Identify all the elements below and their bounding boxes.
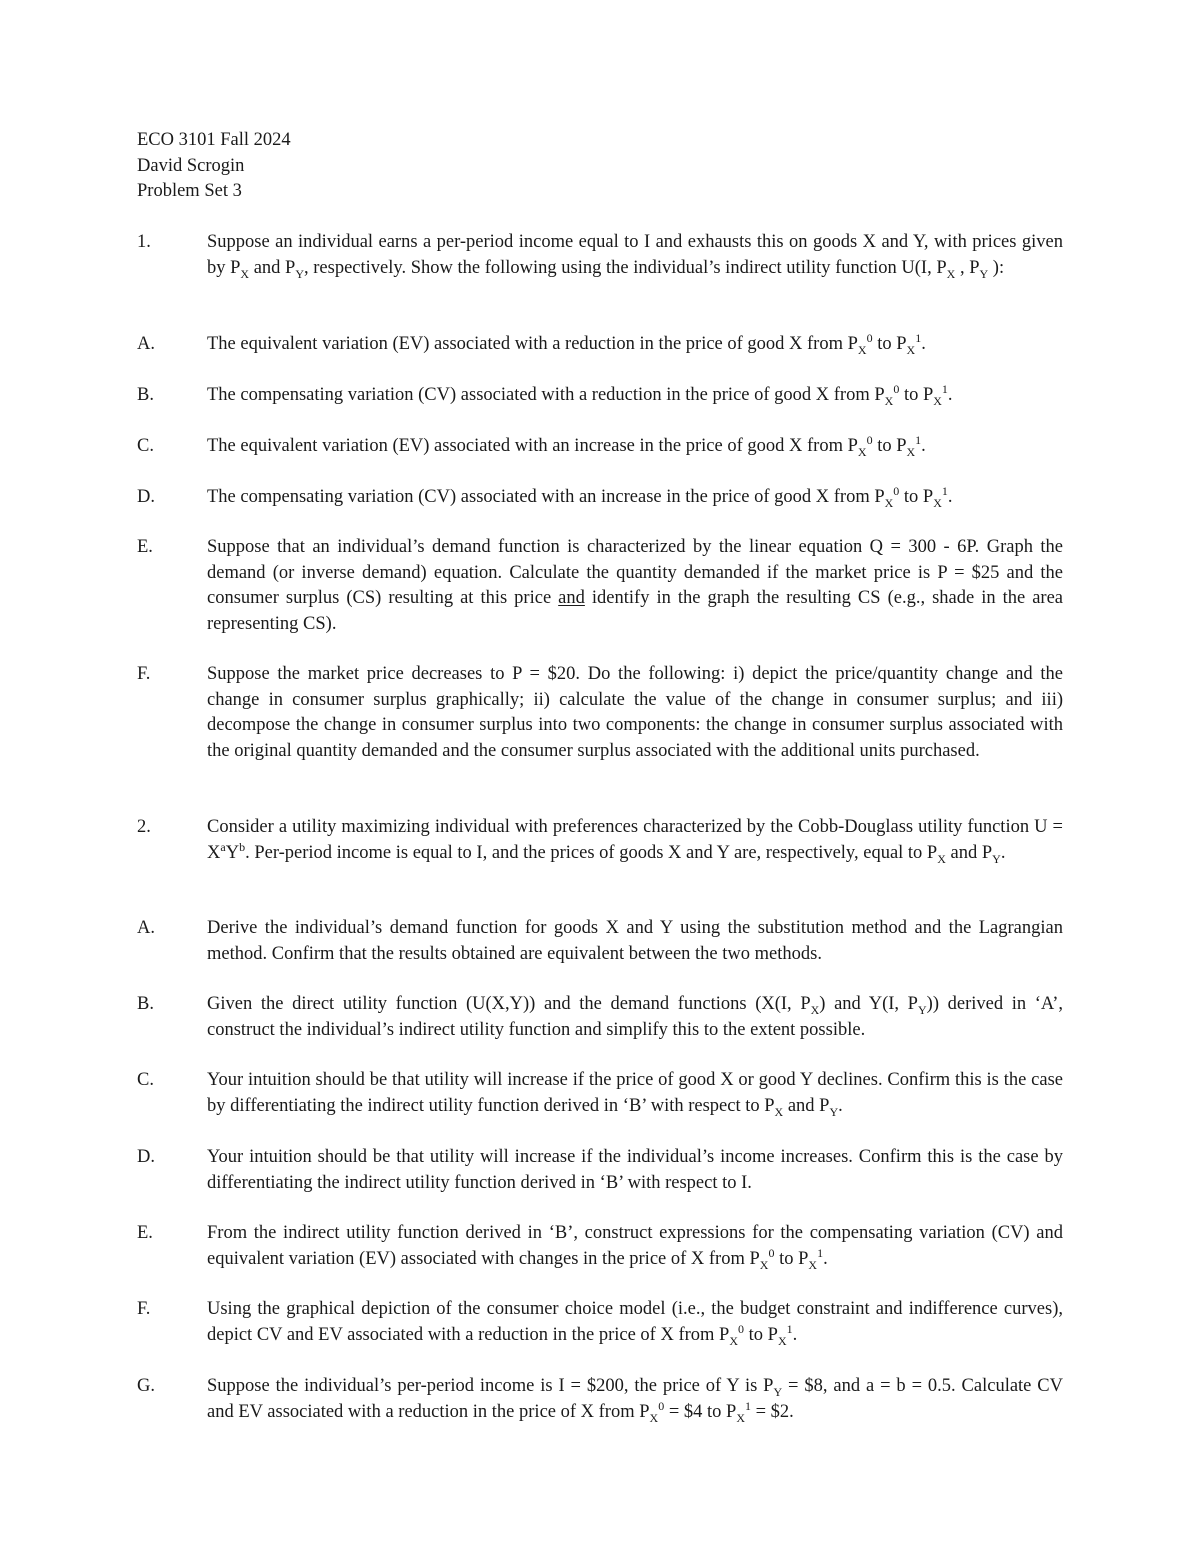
part-text: Given the direct utility function (U(X,Y)) and the demand functions (X(I, $P_X$) and Y(I, $P_Y$)) derived in ‘A’, construct the individual’s indirect utility function and simplify this to the extent possible. — [207, 994, 1064, 1040]
part-label: G. — [137, 1376, 155, 1396]
part-text: The compensating variation (CV) associated with an increase in the price of good X from $P_X^0$ to $P_X^1$. — [207, 484, 953, 510]
course-line: ECO 3101 Fall 2024 — [137, 130, 291, 150]
problem-set-title: Problem Set 3 — [137, 181, 242, 201]
instructor-line: David Scrogin — [137, 156, 245, 176]
part-text: Your intuition should be that utility will increase if the individual’s income increases. Confirm this is the case by differentiating the indirect utility function derived in ‘B’ with respect to I. — [207, 1147, 1063, 1193]
part-text: The compensating variation (CV) associated with a reduction in the price of good X from $P_X^0$ to $P_X^1$. — [207, 382, 953, 408]
question-text: Suppose an individual earns a per-period income equal to I and exhausts this on goods X and Y, with prices given by $P_X$ and $P_Y$, respectively. Show the following using the individual’s indirect utility function U(I, $P_X$ , $P_Y$ ): — [207, 232, 1063, 281]
question-label: 1. — [137, 232, 151, 252]
part-label: E. — [137, 537, 153, 557]
part-label: B. — [137, 994, 154, 1014]
underlined-word: and — [558, 588, 585, 608]
question-text: Consider a utility maximizing individual with preferences characterized by the Cobb-Douglass utility function $U = X^aY^b$. Per-period income is equal to I, and the prices of goods X and Y are, respectively, equal to $P_X$ and $P_Y$. — [207, 817, 1063, 866]
part-text: The equivalent variation (EV) associated with an increase in the price of good X from $P_X^0$ to $P_X^1$. — [207, 433, 926, 459]
part-label: D. — [137, 1147, 155, 1167]
part-text: Suppose that an individual’s demand function is characterized by the linear equation Q = 300 - 6P. Graph the demand (or inverse demand) equation. Calculate the quantity demanded if the market price is P = $25 and the consumer surplus (CS) resulting at this price and identify in the graph the resulting CS (e.g., shade in the area representing CS). — [207, 537, 1063, 634]
part-text: The equivalent variation (EV) associated with a reduction in the price of good X from $P_X^0$ to $P_X^1$. — [207, 331, 926, 357]
part-label: A. — [137, 334, 155, 354]
part-text: Derive the individual’s demand function for goods X and Y using the substitution method and the Lagrangian method. Confirm that the results obtained are equivalent between the two methods. — [207, 918, 1063, 964]
part-text: Your intuition should be that utility will increase if the price of good X or good Y declines. Confirm this is the case by differentiating the indirect utility function derived in ‘B’ with respect to $P_X$ and $P_Y$. — [207, 1070, 1063, 1119]
part-label: C. — [137, 436, 154, 456]
part-label: F. — [137, 1299, 151, 1319]
part-text: Using the graphical depiction of the consumer choice model (i.e., the budget constraint and indifference curves), depict CV and EV associated with a reduction in the price of X from $P_X^0$ to $P_X^1$. — [207, 1299, 1063, 1348]
part-text: From the indirect utility function derived in ‘B’, construct expressions for the compensating variation (CV) and equivalent variation (EV) associated with changes in the price of X from $P_X^0$ to $P_X^1$. — [207, 1223, 1063, 1272]
part-label: C. — [137, 1070, 154, 1090]
part-text: Suppose the market price decreases to P = $20. Do the following: i) depict the price/quantity change and the change in consumer surplus graphically; ii) calculate the value of the change in consumer surplus; and iii) decompose the change in consumer surplus into two components: the change in consumer surplus associated with the original quantity demanded and the consumer surplus associated with the additional units purchased. — [207, 664, 1063, 761]
question-label: 2. — [137, 817, 151, 837]
part-label: D. — [137, 487, 155, 507]
part-text: Suppose the individual’s per-period income is I = $200, the price of Y is $P_Y$ = $8, and a = b = 0.5. Calculate CV and EV associated with a reduction in the price of X from $P_X^0$ = $4 to $P_X^1$ = $2. — [207, 1376, 1063, 1425]
part-label: E. — [137, 1223, 153, 1243]
part-label: A. — [137, 918, 155, 938]
part-label: B. — [137, 385, 154, 405]
part-label: F. — [137, 664, 151, 684]
